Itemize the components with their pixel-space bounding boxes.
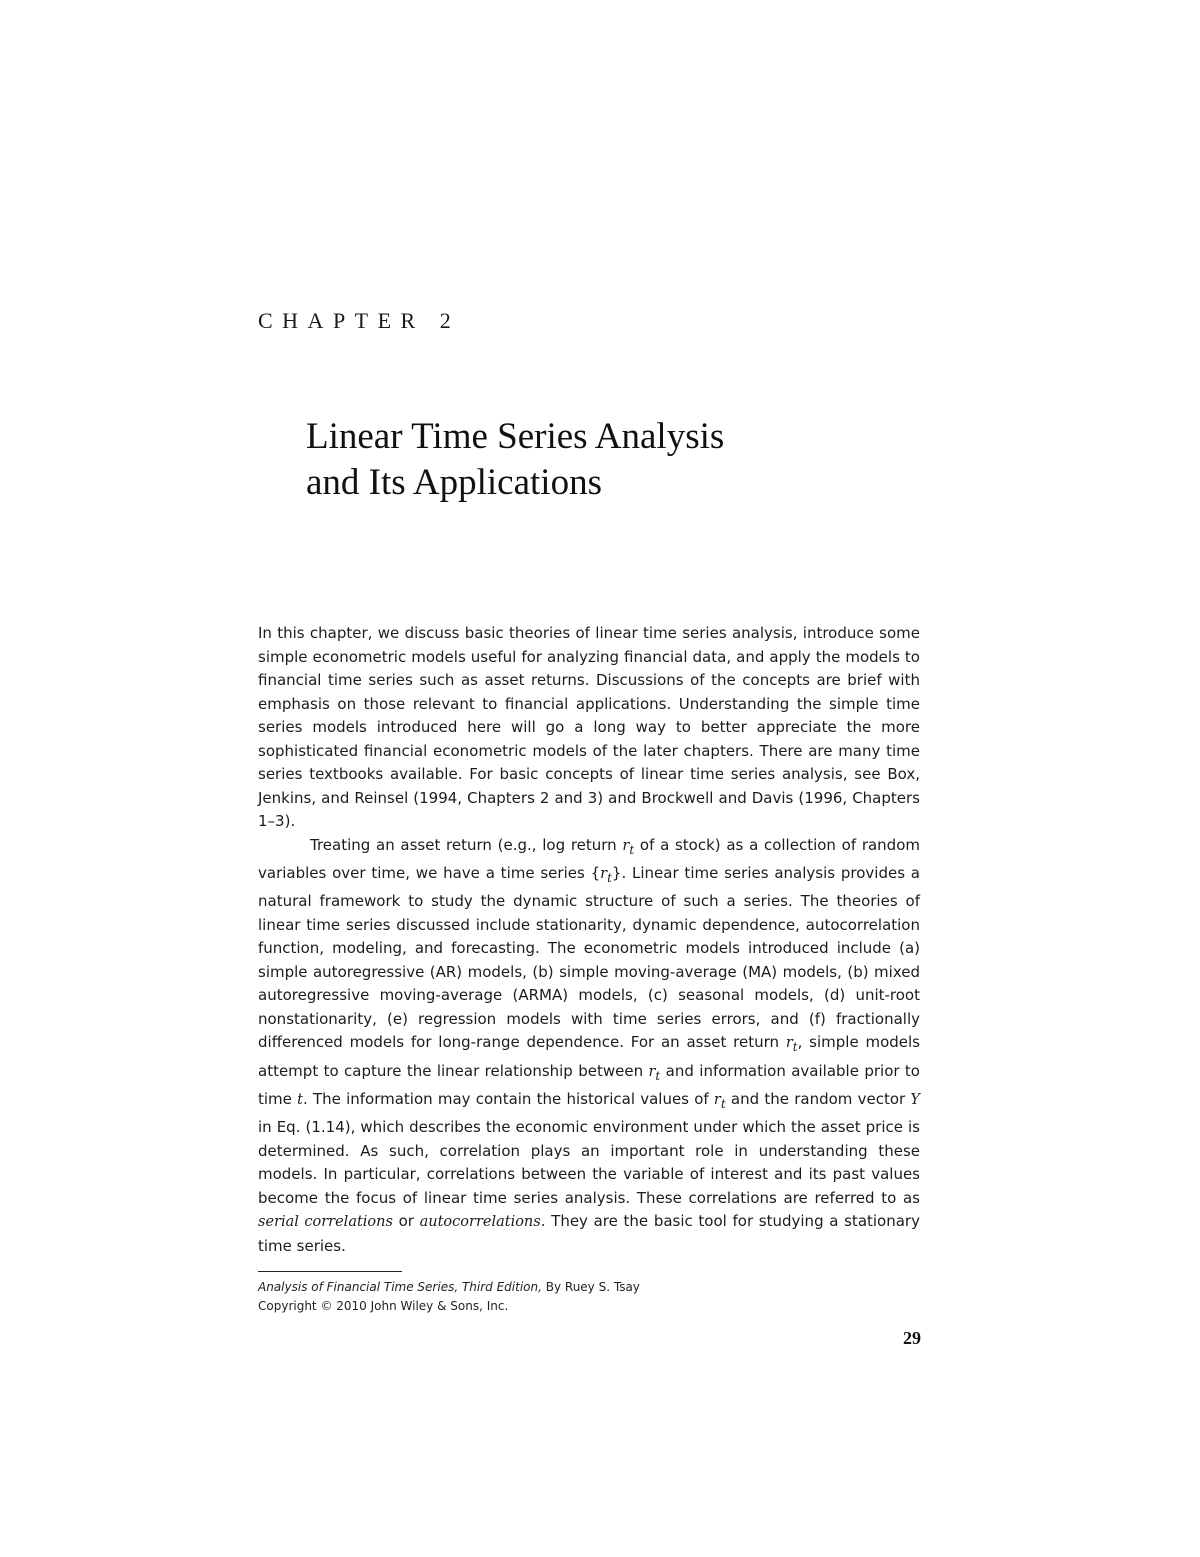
text-run: , simple models attempt to capture the linear relationship between: [258, 1033, 920, 1080]
chapter-title-line-2: and Its Applications: [306, 462, 602, 503]
page-number: 29: [903, 1328, 921, 1348]
text-run: in Eq. (1.14), which describes the economic environment under which the asset price is determined. As such, correlation plays an important role in understanding these models. In particular, correlations between the variable of interest and its past values become the focus of linear time series analysis. These correlations are referred to as: [258, 1118, 920, 1207]
book-title: Analysis of Financial Time Series, Third Edition,: [258, 1280, 542, 1294]
text-run: or: [392, 1212, 420, 1231]
chapter-title-line-1: Linear Time Series Analysis: [306, 416, 725, 457]
math-r: $r_t$: [785, 1035, 798, 1055]
text-run: . They are the basic tool for studying a stationary time series.: [258, 1212, 920, 1255]
math-r: $r_t$: [622, 837, 635, 857]
term-serial-correlations: serial correlations: [258, 1214, 393, 1231]
text-run: and the random vector: [725, 1090, 911, 1109]
math-t: t: [297, 1092, 303, 1109]
paragraph-1: In this chapter, we discuss basic theories of linear time series analysis, introduce some simple econometric models useful for analyzing financial data, and apply the models to financial time series such as asset returns. Discussions of the concepts are brief with emphasis on those relevant to financial applications. Understanding the simple time series models introduced here will go a long way to better appreciate the more sophisticated financial econometric models of the later chapters. There are many time series textbooks available. For basic concepts of linear time series analysis, see Box, Jenkins, and Reinsel (1994, Chapters 2 and 3) and Brockwell and Davis (1996, Chapters 1–3).: [258, 624, 920, 830]
text-run: Treating an asset return (e.g., log return: [310, 835, 623, 854]
term-autocorrelations: autocorrelations: [419, 1214, 541, 1231]
paragraph-2: [258, 834, 920, 1259]
footnote-copyright: Copyright © 2010 John Wiley & Sons, Inc.: [258, 1299, 509, 1313]
footnote: [258, 1278, 640, 1316]
text-run: and information available prior to time: [258, 1061, 920, 1109]
chapter-body: [258, 622, 920, 1258]
text-run: . The information may contain the historical values of: [302, 1090, 714, 1109]
math-r: $r_t$: [600, 865, 612, 885]
chapter-label: CHAPTER 2: [258, 308, 461, 333]
chapter-title: [306, 414, 724, 506]
book-author: By Ruey S. Tsay: [545, 1280, 640, 1294]
math-r: $r_t$: [648, 1063, 661, 1083]
footnote-divider: [258, 1271, 402, 1272]
footnote-citation: [258, 1278, 640, 1297]
text-run: }. Linear time series analysis provides a natural framework to study the dynamic structure of such a series. The theories of linear time series discussed include stationarity, dynamic dependence, autocorrelation function, modeling, and forecasting. The econometric models introduced include (a) simple autoregressive (AR) models, (b) simple moving-average (MA) models, (b) mixed autoregressive moving-average (ARMA) models, (c) seasonal models, (d) unit-root nonstationarity, (e) regression models with time series errors, and (f) fractionally differenced models for long-range dependence. For an asset return: [258, 863, 920, 1052]
math-r: $r_t$: [713, 1092, 726, 1111]
math-Y: Y: [910, 1092, 920, 1109]
text-run: of a stock) as a collection of random variables over time, we have a time series {: [258, 835, 920, 882]
